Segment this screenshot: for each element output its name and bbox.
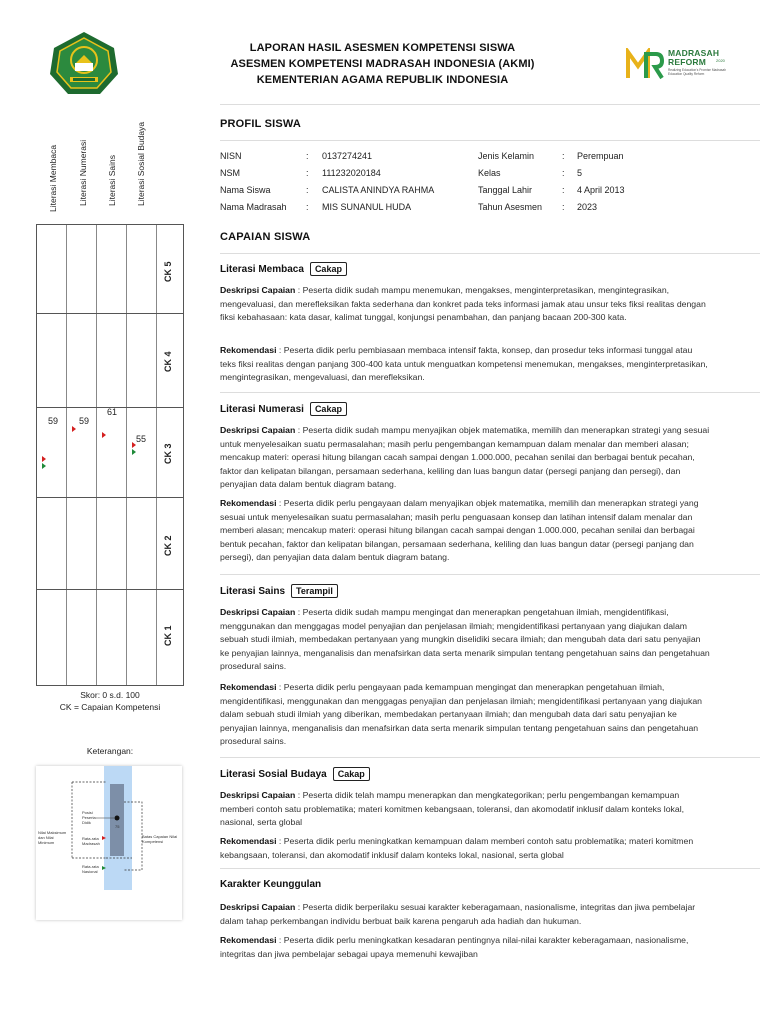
numerasi-desc-text: : Peserta didik sudah mampu menyajikan objek matematika, memilih dan menerapkan strategi yang sesuai untuk menyelesaikan suatu permasalahan; masih perlu pengembangan kemampuan dalam menalar dan memberi alasan; mencakup materi: operasi hitung bilangan cacah sampai dengan 1.000.000, pecahan senilai dan berbagai bentuk pecahan, faktor dan kelipatan bilangan, persamaan sederhana, keliling dan luas bangun datar (persegi panjang dan persegi), dan penyajian data dalam bentuk diagram batang. [220, 425, 710, 489]
profil-tgl-value: 4 April 2013 [577, 185, 625, 195]
col-label-sains: Literasi Sains [107, 154, 117, 206]
numerasi-heading [220, 402, 347, 416]
grid-row-line [37, 313, 183, 314]
profil-tahun-label: Tahun Asesmen [478, 202, 543, 212]
legend-rata-nasional: Rata-rata Nasional [82, 864, 99, 874]
sains-desc [220, 606, 710, 674]
ck-label-1: CK 1 [163, 625, 173, 646]
sosial-heading [220, 767, 370, 781]
sosial-rek [220, 835, 710, 862]
profil-sep: : [562, 151, 565, 161]
membaca-heading [220, 262, 347, 276]
profil-sep: : [562, 168, 565, 178]
numerasi-level-badge: Cakap [310, 402, 347, 416]
rek-label: Rekomendasi [220, 498, 277, 508]
scale-note: Skor: 0 s.d. 100 [80, 690, 140, 700]
section-divider [220, 392, 760, 393]
marker-madrasah-sosial [132, 442, 136, 448]
profil-nsm-value: 111232020184 [322, 168, 381, 178]
profil-divider [220, 140, 760, 141]
profil-sep: : [306, 202, 309, 212]
ck-label-2: CK 2 [163, 535, 173, 556]
rek-label: Rekomendasi [220, 345, 277, 355]
profil-nsm-label: NSM [220, 168, 240, 178]
karakter-desc [220, 901, 710, 928]
score-markers [36, 400, 184, 480]
ck-label-4: CK 4 [163, 351, 173, 372]
grid-row-line [37, 497, 183, 498]
capaian-divider [220, 253, 760, 254]
kemenag-logo [48, 30, 120, 96]
membaca-desc [220, 284, 710, 325]
numerasi-title: Literasi Numerasi [220, 404, 304, 415]
mr-logo-text-1: MADRASAH [668, 48, 720, 58]
capaian-title: CAPAIAN SISWA [220, 231, 311, 243]
numerasi-rek [220, 497, 710, 565]
profil-jk-label: Jenis Kelamin [478, 151, 535, 161]
score-numerasi: 59 [79, 416, 90, 426]
sosial-desc [220, 789, 710, 830]
profil-tahun-value: 2023 [577, 202, 598, 212]
madrasah-reform-logo [626, 46, 736, 82]
sains-heading [220, 584, 338, 598]
report-header [0, 0, 768, 104]
profil-madrasah-label: Nama Madrasah [220, 202, 287, 212]
mr-logo-text-2: REFORM [668, 57, 707, 67]
membaca-desc-text: : Peserta didik sudah mampu menemukan, mengakses, menginterpretasikan, mengintegrasikan, mengevaluasi, dan merefleksikan fakta sederhana dan konkret pada teks informasi jamak atau unsur teks fiksi realitas dengan fiksi kebahasaan: kata dasar, kalimat tunggal, konjungsi penambahan, dan panjang bacaan 200-300 kata. [220, 285, 706, 322]
profil-sep: : [562, 185, 565, 195]
membaca-level-badge: Cakap [310, 262, 347, 276]
score-sosial-budaya: 55 [136, 434, 147, 444]
profil-nisn-label: NISN [220, 151, 242, 161]
desc-label: Deskripsi Capaian [220, 607, 296, 617]
col-label-numerasi: Literasi Numerasi [78, 139, 88, 206]
ck-label-5: CK 5 [163, 261, 173, 282]
grid-row-line [37, 589, 183, 590]
sosial-level-badge: Cakap [333, 767, 370, 781]
report-title [150, 40, 615, 88]
profil-sep: : [306, 168, 309, 178]
sosial-rek-text: : Peserta didik perlu meningkatkan kemampuan dalam memberi contoh satu problematika; materi komitmen kebangsaan, toleransi, dan akomodatif inklusif dalam konteks lokal, nasional, serta global [220, 836, 694, 860]
legend-diagram [36, 766, 182, 920]
marker-madrasah-sains [102, 432, 106, 438]
karakter-desc-text: : Peserta didik berperilaku sesuai karakter keberagamaan, nasionalisme, integritas dan jiwa pembelajar dalam tahap perkembangan individu berbuat baik karena pengaruh ada hadiah dan hukuman. [220, 902, 696, 926]
title-line-2: ASESMEN KOMPETENSI MADRASAH INDONESIA (AKMI) [230, 58, 535, 70]
profil-tgl-label: Tanggal Lahir [478, 185, 533, 195]
rek-label: Rekomendasi [220, 682, 277, 692]
numerasi-rek-text: : Peserta didik perlu pengayaan dalam menyajikan objek matematika, memilih dan menerapkan strategi yang sesuai untuk menyelesaikan suatu permasalahan; masih perlu penguasaan konsep dan latihan intensif dalam menalar dan memberi alasan; mencakup materi: operasi hitung bilangan cacah sampai dengan 1.000.000, pecahan senilai dan berbagai bentuk pecahan, faktor dan kelipatan bilangan, persamaan sederhana, keliling dan luas bangun datar (persegi panjang dan persegi), dan penyajian data dalam bentuk diagram batang. [220, 498, 699, 562]
karakter-heading [220, 879, 321, 890]
section-divider [220, 868, 760, 869]
desc-label: Deskripsi Capaian [220, 790, 296, 800]
title-line-3: KEMENTERIAN AGAMA REPUBLIK INDONESIA [256, 74, 509, 86]
col-label-sosial-budaya: Literasi Sosial Budaya [136, 121, 146, 206]
score-sains: 61 [107, 407, 118, 417]
ck-note: CK = Capaian Kompetensi [59, 702, 161, 712]
sains-rek-text: : Peserta didik perlu pengayaan pada kemampuan mengingat dan menerapkan pengetahuan ilmiah, mengidentifikasi, menggunakan dan menggagas penyajian dan penjelasan ilmiah; mengidentifikasi pertanyaan yang diajukan dalam sebuah studi ilmiah yang diberikan, membedakan pertanyaan ilmiah; dan mengubah data dari satu penyajian ke penyajian lainnya, menganalisis dan menafsirkan data serta menarik simpulan tentang pengetahuan sains dan pengetahuan prosedural sains. [220, 682, 702, 746]
ck-label-3: CK 3 [163, 443, 173, 464]
marker-nasional-sosial [132, 449, 136, 455]
marker-nasional-membaca [42, 463, 46, 469]
profil-sep: : [306, 151, 309, 161]
karakter-rek [220, 934, 710, 961]
sosial-desc-text: : Peserta didik telah mampu menerapkan dan mengkategorikan; perlu pengembangan kemampuan memberi contoh satu problematika; materi komitmen kebangsaan, toleransi, dan akomodatif inklusif dalam konteks lokal, nasional, serta global [220, 790, 685, 827]
mr-logo-tagline: Realizing Education's Promise Madrasah Education Quality Reform [668, 68, 727, 76]
keterangan-label: Keterangan: [86, 746, 134, 756]
legend-rata-madrasah: Rata-rata Madrasah [82, 836, 100, 846]
desc-label: Deskripsi Capaian [220, 285, 296, 295]
score-membaca: 59 [48, 416, 59, 426]
rek-label: Rekomendasi [220, 935, 277, 945]
profil-jk-value: Perempuan [577, 151, 624, 161]
sains-desc-text: : Peserta didik sudah mampu mengingat dan menerapkan pengetahuan ilmiah, mengidentifikasi, menggunakan dan menggagas model penyajian dan penjelasan ilmiah; mengidentifikasi pertanyaan yang diajukan dalam sebuah studi ilmiah, membedakan pertanyaan yang mungkin diselidiki secara ilmiah; dan mengubah data dari satu penyajian ke penyajian lainnya, menganalisis dan menafsirkan data serta menarik simpulan tentang pengetahuan sains dan pengetahuan prosedural sains. [220, 607, 710, 671]
legend-posisi: Posisi Peserta Didik [82, 810, 96, 825]
marker-madrasah-membaca [42, 456, 46, 462]
karakter-rek-text: : Peserta didik perlu meningkatkan kesadaran pentingnya nilai-nilai karakter keberagamaan, nasionalisme, integritas dan jiwa pembelajar sebagai upaya memenuhi kewajiban [220, 935, 689, 959]
membaca-rek [220, 344, 710, 385]
section-divider [220, 757, 760, 758]
sains-level-badge: Terampil [291, 584, 338, 598]
title-line-1: LAPORAN HASIL ASESMEN KOMPETENSI SISWA [249, 42, 516, 54]
profil-sep: : [562, 202, 565, 212]
sosial-title: Literasi Sosial Budaya [220, 769, 327, 780]
legend-sample-score: 75 [115, 824, 120, 829]
profil-kelas-label: Kelas [478, 168, 501, 178]
marker-madrasah-numerasi [72, 426, 76, 432]
header-divider [220, 104, 760, 105]
col-label-membaca: Literasi Membaca [48, 144, 58, 212]
desc-label: Deskripsi Capaian [220, 902, 296, 912]
profil-nama-value: CALISTA ANINDYA RAHMA [322, 185, 435, 195]
desc-label: Deskripsi Capaian [220, 425, 296, 435]
profil-madrasah-value: MIS SUNANUL HUDA [322, 202, 412, 212]
karakter-title: Karakter Keunggulan [220, 879, 322, 890]
legend-minmax: Nilai Maksimum dan Nilai Minimum [38, 830, 67, 845]
profil-sep: : [306, 185, 309, 195]
profil-title: PROFIL SISWA [220, 118, 302, 130]
profil-kelas-value: 5 [577, 168, 583, 178]
mr-logo-mark [626, 48, 664, 80]
numerasi-desc [220, 424, 710, 492]
profil-nama-label: Nama Siswa [220, 185, 271, 195]
section-divider [220, 574, 760, 575]
rek-label: Rekomendasi [220, 836, 277, 846]
profil-nisn-value: 0137274241 [322, 151, 373, 161]
sains-rek [220, 681, 710, 749]
mr-logo-year: 2020 [716, 58, 725, 63]
sains-title: Literasi Sains [220, 586, 286, 597]
membaca-rek-text: : Peserta didik perlu pembiasaan membaca intensif fakta, konsep, dan prosedur teks informasi tunggal atau teks fiksi realitas dengan panjang 300-400 kata untuk menguatkan kompetensi menemukan, mengakses, menginterpretasikan, mengintegrasikan, mengevaluasi, dan merefleksikan. [220, 345, 708, 382]
legend-batas: Batas Capaian Nilai Kompetensi [142, 834, 178, 844]
membaca-title: Literasi Membaca [220, 264, 304, 275]
